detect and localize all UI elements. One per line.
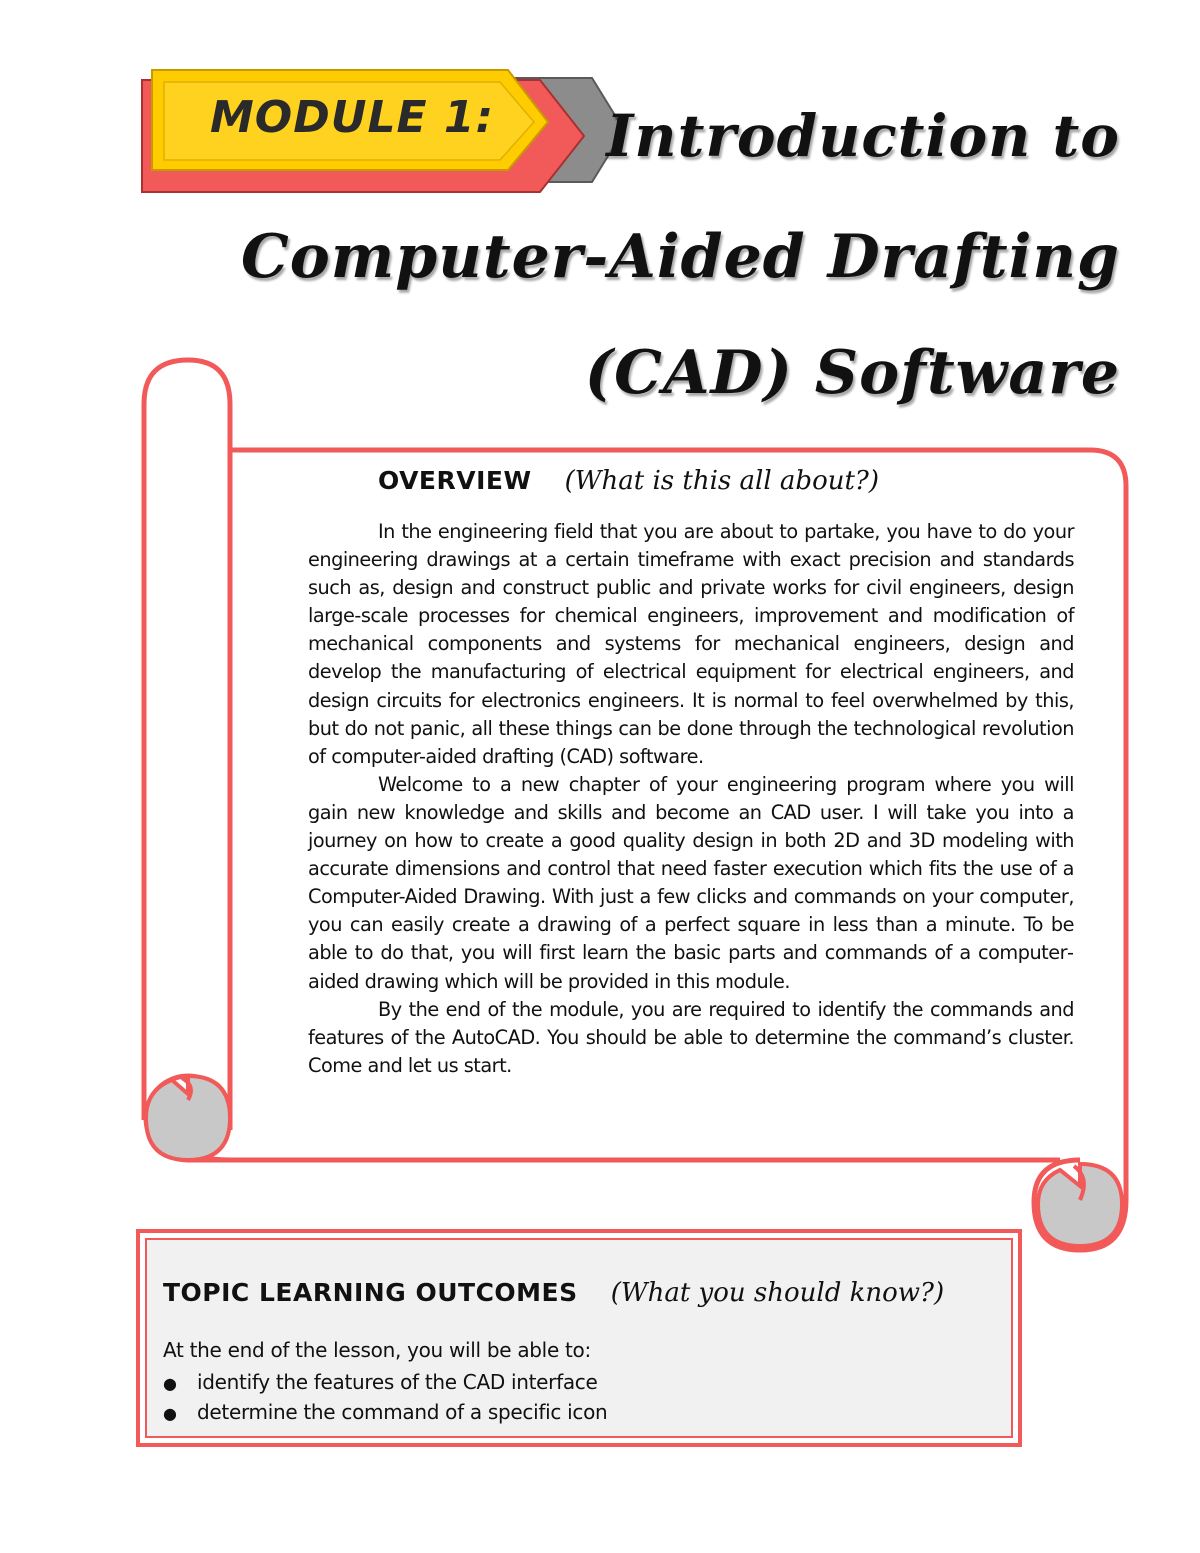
learning-outcomes-inner bbox=[145, 1238, 1013, 1438]
bullet-icon: ● bbox=[163, 1374, 177, 1393]
learning-outcomes-title: TOPIC LEARNING OUTCOMES bbox=[163, 1278, 578, 1307]
overview-heading-subtitle: (What is this all about?) bbox=[564, 466, 879, 496]
overview-heading-title: OVERVIEW bbox=[378, 466, 532, 495]
module-badge-label: MODULE 1: bbox=[210, 92, 495, 143]
learning-outcomes-subtitle: (What you should know?) bbox=[610, 1278, 945, 1308]
bullet-icon: ● bbox=[163, 1404, 177, 1423]
overview-paragraph: By the end of the module, you are required to identify the commands and features of the AutoCAD. You should be able to determine the command’s cluster. Come and let us start. bbox=[308, 997, 1074, 1077]
overview-body bbox=[308, 518, 1074, 1080]
learning-outcomes-intro: At the end of the lesson, you will be able to: bbox=[163, 1338, 591, 1362]
learning-outcomes-heading bbox=[163, 1278, 944, 1308]
learning-outcomes-list bbox=[163, 1368, 607, 1428]
learning-outcomes-box bbox=[136, 1229, 1022, 1447]
scroll-top-curl bbox=[144, 360, 230, 1120]
scroll-bottom-right-curl bbox=[1038, 1164, 1122, 1246]
list-item-text: identify the features of the CAD interface bbox=[197, 1370, 598, 1394]
title-line-1: Introduction to bbox=[606, 102, 1120, 170]
overview-paragraph: In the engineering field that you are about to partake, you have to do your engineering drawings at a certain timeframe with exact precision and standards such as, design and construct public and private works for civil engineers, design large-scale processes for chemical engineers, improvement and modification of mechanical components and systems for mechanical engineers, design and develop the manufacturing of electrical equipment for electrical engineers, and design circuits for electronics engineers. It is normal to feel overwhelmed by this, but do not panic, all these things can be done through the technological revolution of computer-aided drafting (CAD) software. bbox=[308, 520, 1074, 768]
overview-heading bbox=[378, 466, 879, 496]
title-line-2: Computer-Aided Drafting bbox=[241, 222, 1120, 292]
list-item-text: determine the command of a specific icon bbox=[197, 1400, 608, 1424]
title-line-3: (CAD) Software bbox=[584, 338, 1120, 408]
overview-paragraph: Welcome to a new chapter of your engineering program where you will gain new knowledge and skills and become an CAD user. I will take you into a journey on how to create a good quality design in both 2D and 3D modeling with accurate dimensions and control that need faster execution which fits the use of a Computer-Aided Drawing. With just a few clicks and commands on your computer, you can easily create a drawing of a perfect square in less than a minute. To be able to do that, you will first learn the basic parts and commands of a computeraided drawing which will be provided in this module. bbox=[308, 772, 1074, 993]
scroll-bottom-left-curl bbox=[146, 1076, 230, 1160]
list-item bbox=[163, 1398, 607, 1428]
list-item bbox=[163, 1368, 607, 1398]
